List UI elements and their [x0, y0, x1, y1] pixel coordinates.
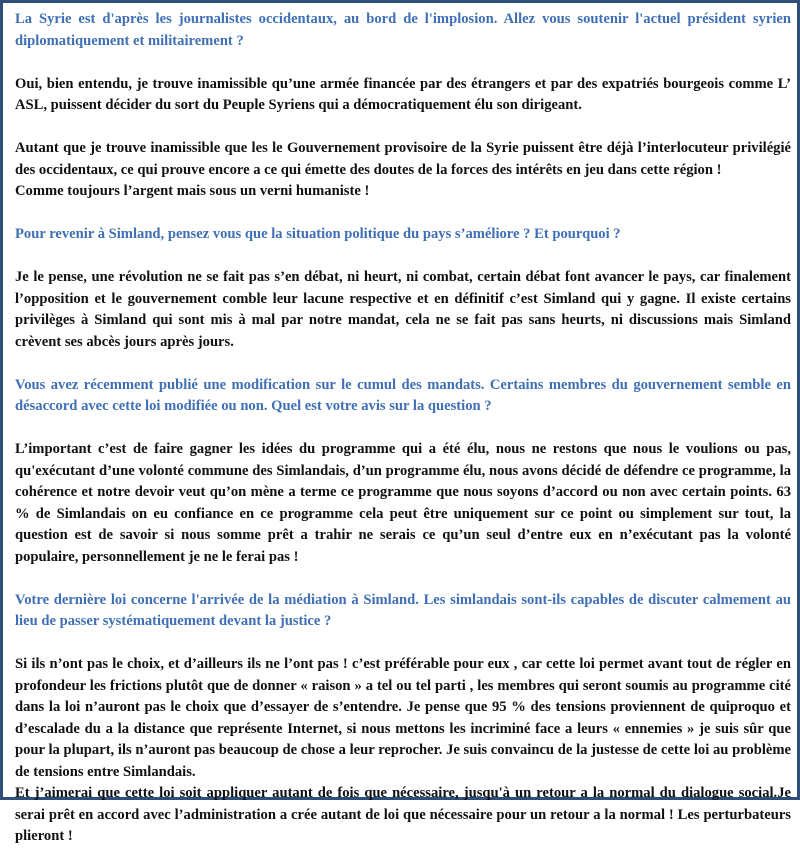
spacer [15, 203, 791, 225]
spacer [15, 246, 791, 268]
answer-syria-3: Comme toujours l’argent mais sous un verni humaniste ! [15, 183, 370, 199]
answer-simland-politics: Je le pense, une révolution ne se fait pas s’en débat, ni heurt, ni combat, certain débat font avancer le pays, car finalement l’opposition et le gouvernement comble leur lacune respective et en définitif c’est Simland qui y gagne. Il existe certains privilèges à Simland qui sont mis à mal par notre mandat, cela ne se fait pas sans heurts, ni discussions mais Simland crèvent ses abcès jours après jours. [15, 269, 791, 350]
spacer [15, 418, 791, 440]
question-mandates: Vous avez récemment publié une modification sur le cumul des mandats. Certains membres du gouvernement semble en désaccord avec cette loi modifiée ou non. Quel est votre avis sur la question ? [15, 376, 791, 414]
answer-syria-2: Autant que je trouve inamissible que les le Gouvernement provisoire de la Syrie puissent être déjà l’interlocuteur privilégié des occidentaux, ce qui prouve encore a ce qui émette des doutes de la forces des intérêts en jeu dans cette région ! [15, 140, 791, 178]
answer-mediation-1: Si ils n’ont pas le choix, et d’ailleurs ils ne l’ont pas ! c’est préférable pour eux , car cette loi permet avant tout de régler en profondeur les frictions plutôt que de donner « raison » a tel ou tel parti , les membres qui seront soumis au programme cité dans la loi n’auront pas le choix que d’essayer de s’entendre. Je pense que 95 % des tensions proviennent de quiproquo et d’escalade du a la distance que représente Internet, si nous mettons les incriminé face a leurs « ennemies » je suis sûr que pour la plupart, ils n’auront pas beaucoup de chose a leur reprocher. Je suis convaincu de la justesse de cette loi au problème de tensions entre Simlandais. [15, 656, 791, 780]
question-syria: La Syrie est d'après les journalistes occidentaux, au bord de l'implosion. Allez vous soutenir l'actuel président syrien diplomatiquement et militairement ? [15, 11, 791, 49]
answer-mandates: L’important c’est de faire gagner les idées du programme qui a été élu, nous ne restons que nous le voulions ou pas, qu'exécutant d’une volonté commune des Simlandais, d’un programme élu, nous avons décidé de défendre ce programme, la cohérence et notre devoir veut qu’on mène a terme ce programme que nous soyons d’accord ou non avec certain points. 63 % de Simlandais on eu confiance en ce programme cela peut être uniquement sur ce point ou simplement sur tout, la question est de savoir si nous somme prêt a trahir ne serais ce qu’un seul d’entre eux en n’exécutant pas la volonté populaire, personnellement je ne le ferai pas ! [15, 441, 791, 565]
question-mediation: Votre dernière loi concerne l'arrivée de la médiation à Simland. Les simlandais sont-ils capables de discuter calmement au lieu de passer systématiquement devant la justice ? [15, 591, 791, 629]
spacer [15, 353, 791, 375]
spacer [15, 568, 791, 590]
spacer [15, 633, 791, 655]
answer-mediation-2: Et j’aimerai que cette loi soit appliquer autant de fois que nécessaire, jusqu'à un retour a la normal du dialogue social.Je serai prêt en accord avec l’administration a crée autant de loi que nécessaire pour un retour a la normal ! Les perturbateurs plieront ! [15, 785, 791, 844]
answer-syria-1: Oui, bien entendu, je trouve inamissible qu’une armée financée par des étrangers et par des expatriés bourgeois comme L’ ASL, puissent décider du sort du Peuple Syriens qui a démocratiquement élu son dirigeant. [15, 75, 791, 113]
interview-text [15, 9, 791, 848]
spacer [15, 52, 791, 74]
question-simland-politics: Pour revenir à Simland, pensez vous que la situation politique du pays s’améliore ? Et pourquoi ? [15, 226, 621, 242]
spacer [15, 117, 791, 139]
